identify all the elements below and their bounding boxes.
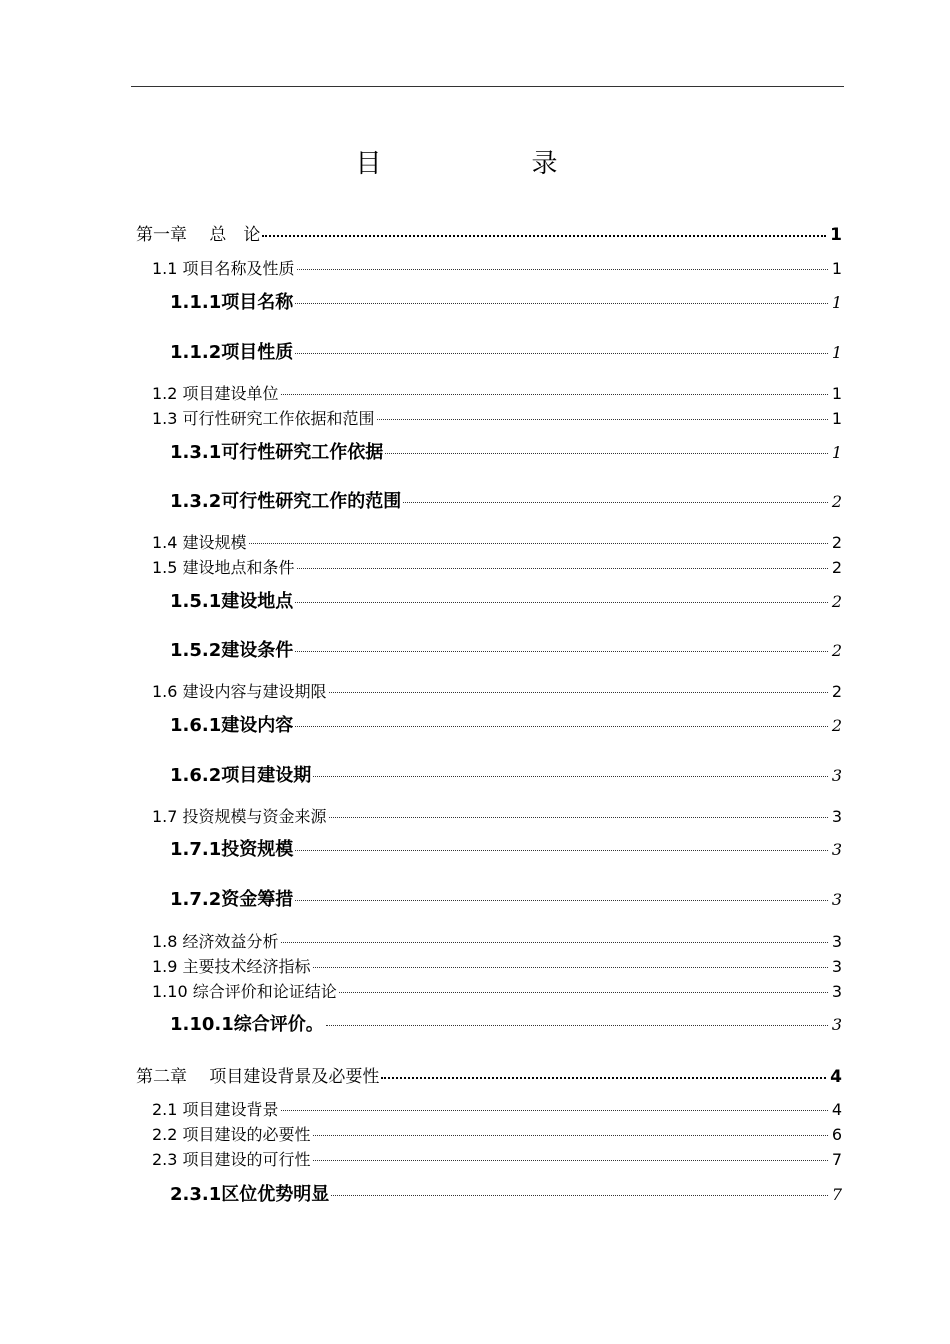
toc-leader-dots [381,1060,826,1079]
toc-leader-dots [281,926,828,943]
toc-entry[interactable] [152,256,842,279]
toc-entry-label: 2.2 项目建设的必要性 [152,1125,311,1144]
toc-leader-dots [403,484,828,503]
toc-leader-dots [385,435,828,454]
toc-leader-dots [295,882,828,901]
toc-entry-label: 1.7 投资规模与资金来源 [152,807,327,826]
toc-leader-dots [281,378,828,395]
toc-entry-label: 1.4 建设规模 [152,533,247,552]
toc-entry[interactable] [152,530,842,553]
toc-leader-dots [295,584,828,603]
toc-entry-label: 1.10.1综合评价。 [170,1014,324,1035]
toc-entry[interactable] [136,220,842,245]
toc-entry-label: 1.7.1投资规模 [170,839,294,860]
toc-entry[interactable] [170,1180,842,1206]
toc-page-number: 3 [831,766,842,785]
toc-entry-label: 第二章 项目建设背景及必要性 [136,1067,380,1087]
toc-entry-label: 1.8 经济效益分析 [152,932,279,951]
toc-leader-dots [249,527,828,544]
toc-page-number: 2 [831,592,842,611]
toc-entry-label: 1.7.2资金筹措 [170,889,294,910]
toc-leader-dots [331,1177,828,1196]
toc-entry[interactable] [170,711,842,737]
toc-page-number: 7 [831,1150,842,1169]
toc-entry-label: 1.5.1建设地点 [170,591,294,612]
toc-entry[interactable] [152,929,842,952]
toc-leader-dots [295,708,828,727]
toc-entry[interactable] [170,761,842,787]
toc-leader-dots [281,1094,828,1111]
toc-leader-dots [329,676,828,693]
toc-entry-label: 1.9 主要技术经济指标 [152,957,311,976]
toc-page-number: 1 [831,409,842,428]
toc-entry-label: 2.3 项目建设的可行性 [152,1150,311,1169]
toc-entry[interactable] [152,1147,842,1170]
toc-page-number: 1 [830,225,842,245]
toc-page-number: 4 [830,1067,842,1087]
toc-page-number: 2 [831,492,842,511]
toc-page-number: 3 [831,890,842,909]
toc-entry[interactable] [170,885,842,911]
toc-page-number: 2 [831,558,842,577]
page-title: 目 录 [355,149,620,179]
toc-leader-dots [326,1007,828,1026]
toc-entry-label: 1.5 建设地点和条件 [152,558,295,577]
toc-entry-label: 2.1 项目建设背景 [152,1100,279,1119]
toc-page-number: 3 [831,982,842,1001]
toc-page-number: 7 [831,1185,842,1204]
toc-leader-dots [377,403,828,420]
toc-page-number: 1 [831,384,842,403]
toc-page-number: 1 [831,259,842,278]
toc-entry-label: 1.2 项目建设单位 [152,384,279,403]
toc-leader-dots [295,633,828,652]
toc-entry[interactable] [152,406,842,429]
toc-page-number: 2 [831,641,842,660]
toc-entry-label: 1.6.2项目建设期 [170,765,312,786]
toc-entry[interactable] [152,555,842,578]
toc-entry[interactable] [170,835,842,861]
toc-leader-dots [339,976,828,993]
toc-page-number: 6 [831,1125,842,1144]
toc-leader-dots [297,253,828,270]
toc-entry-label: 2.3.1区位优势明显 [170,1184,330,1205]
toc-page-number: 2 [831,682,842,701]
toc-page-number: 3 [831,1015,842,1034]
toc-page-number: 4 [831,1100,842,1119]
toc-entry[interactable] [170,1010,842,1036]
toc-entry[interactable] [170,438,842,464]
toc-leader-dots [295,285,828,304]
toc-leader-dots [329,801,828,818]
toc-entry-label: 1.1.2项目性质 [170,342,294,363]
toc-leader-dots [313,758,828,777]
toc-page-number: 3 [831,932,842,951]
toc-entry-label: 1.6.1建设内容 [170,715,294,736]
toc-entry-label: 1.1 项目名称及性质 [152,259,295,278]
toc-leader-dots [313,1119,828,1136]
toc-page-number: 3 [831,807,842,826]
toc-page-number: 1 [831,293,842,312]
toc-entry[interactable] [152,954,842,977]
toc-leader-dots [262,218,826,237]
toc-entry-label: 1.10 综合评价和论证结论 [152,982,337,1001]
toc-entry[interactable] [152,381,842,404]
toc-entry[interactable] [170,487,842,513]
toc-entry[interactable] [152,1122,842,1145]
toc-page-number: 1 [831,343,842,362]
toc-leader-dots [295,832,828,851]
toc-entry[interactable] [170,636,842,662]
toc-leader-dots [295,335,828,354]
toc-page-number: 2 [831,716,842,735]
toc-entry-label: 1.3.2可行性研究工作的范围 [170,491,402,512]
toc-page-number: 3 [831,957,842,976]
toc-leader-dots [313,951,828,968]
toc-page-number: 3 [831,840,842,859]
toc-entry-label: 1.6 建设内容与建设期限 [152,682,327,701]
toc-page-number: 2 [831,533,842,552]
toc-entry-label: 1.1.1项目名称 [170,292,294,313]
toc-entry-label: 第一章 总 论 [136,225,261,245]
toc-entry[interactable] [170,288,842,314]
toc-entry[interactable] [170,338,842,364]
toc-entry[interactable] [152,979,842,1002]
toc-entry-label: 1.5.2建设条件 [170,640,294,661]
toc-leader-dots [313,1144,828,1161]
toc-entry[interactable] [152,679,842,702]
toc-entry[interactable] [170,587,842,613]
toc-entry-label: 1.3 可行性研究工作依据和范围 [152,409,375,428]
header-rule [131,86,844,87]
toc-entry[interactable] [152,804,842,827]
toc-entry[interactable] [152,1097,842,1120]
toc-leader-dots [297,552,828,569]
toc-page-number: 1 [831,443,842,462]
toc-entry[interactable] [136,1062,842,1087]
toc-entry-label: 1.3.1可行性研究工作依据 [170,442,384,463]
